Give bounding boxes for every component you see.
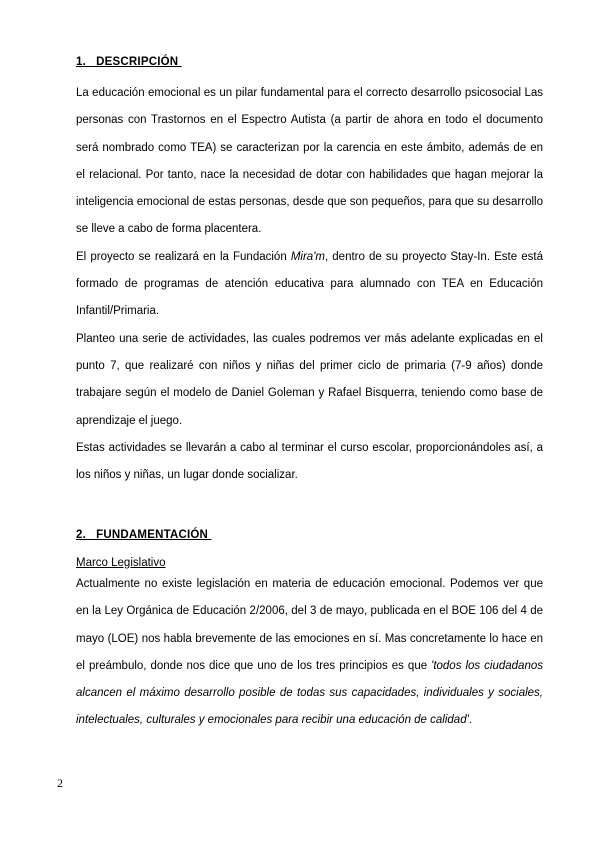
subheading-marco-legislativo: Marco Legislativo <box>76 557 166 569</box>
foundation-name: Mira'm <box>290 250 325 263</box>
paragraph-foundation <box>76 244 543 326</box>
section-2-body <box>76 571 543 735</box>
paragraph-activities: Planteo una serie de actividades, las cuales podremos ver más adelante explicadas en el punto 7, que realizaré con niños y niñas del primer ciclo de primaria (7-9 años) donde trabajare según el modelo de Daniel Goleman y Rafael Bisquerra, teniendo como base de aprendizaje el juego. <box>76 332 543 427</box>
section-2-heading: 2. FUNDAMENTACIÓN <box>76 529 212 541</box>
paragraph-intro: La educación emocional es un pilar fundamental para el correcto desarrollo psicosocial Las personas con Trastornos en el Espectro Autista (a partir de ahora en todo el documento será nombrado como TEA) se caracterizan por la carencia en este ámbito, además de en el relacional. Por tanto, nace la necesidad de dotar con habilidades que hagan mejorar la inteligencia emocional de estas personas, desde que son pequeños, para que su desarrollo se lleve a cabo de forma placentera. <box>76 87 543 236</box>
text-span: , dentro de su proyecto Stay-In. Este está formado de programas de atención educativa para alumnado con TEA en Educación Infantil/Primaria. <box>76 250 543 318</box>
text-span: El proyecto se realizará en la Fundación <box>76 250 291 263</box>
paragraph-schedule: Estas actividades se llevarán a cabo al terminar el curso escolar, proporcionándoles así, a los niños y niñas, un lugar donde socializar. <box>76 441 543 482</box>
section-1-heading: 1. DESCRIPCIÓN <box>76 56 182 68</box>
loe-quote: 'todos los ciudadanos alcancen el máximo desarrollo posible de todas sus capacidades, individuales y sociales, intelectuales, culturales y emocionales para recibir una educación de calidad' <box>76 659 543 727</box>
paragraph-legislation <box>76 571 543 735</box>
text-span: . <box>468 714 472 727</box>
page-number: 2 <box>57 776 63 790</box>
text-span: Actualmente no existe legislación en materia de educación emocional. Podemos ver que en la Ley Orgánica de Educación 2/2006, del 3 de mayo, publicada en el BOE 106 del 4 de mayo (LOE) nos habla brevemente de las emociones en sí. Mas concretamente lo hace en el preámbulo, donde nos dice que uno de los tres principios es que <box>76 578 543 672</box>
section-1-body <box>76 80 543 489</box>
